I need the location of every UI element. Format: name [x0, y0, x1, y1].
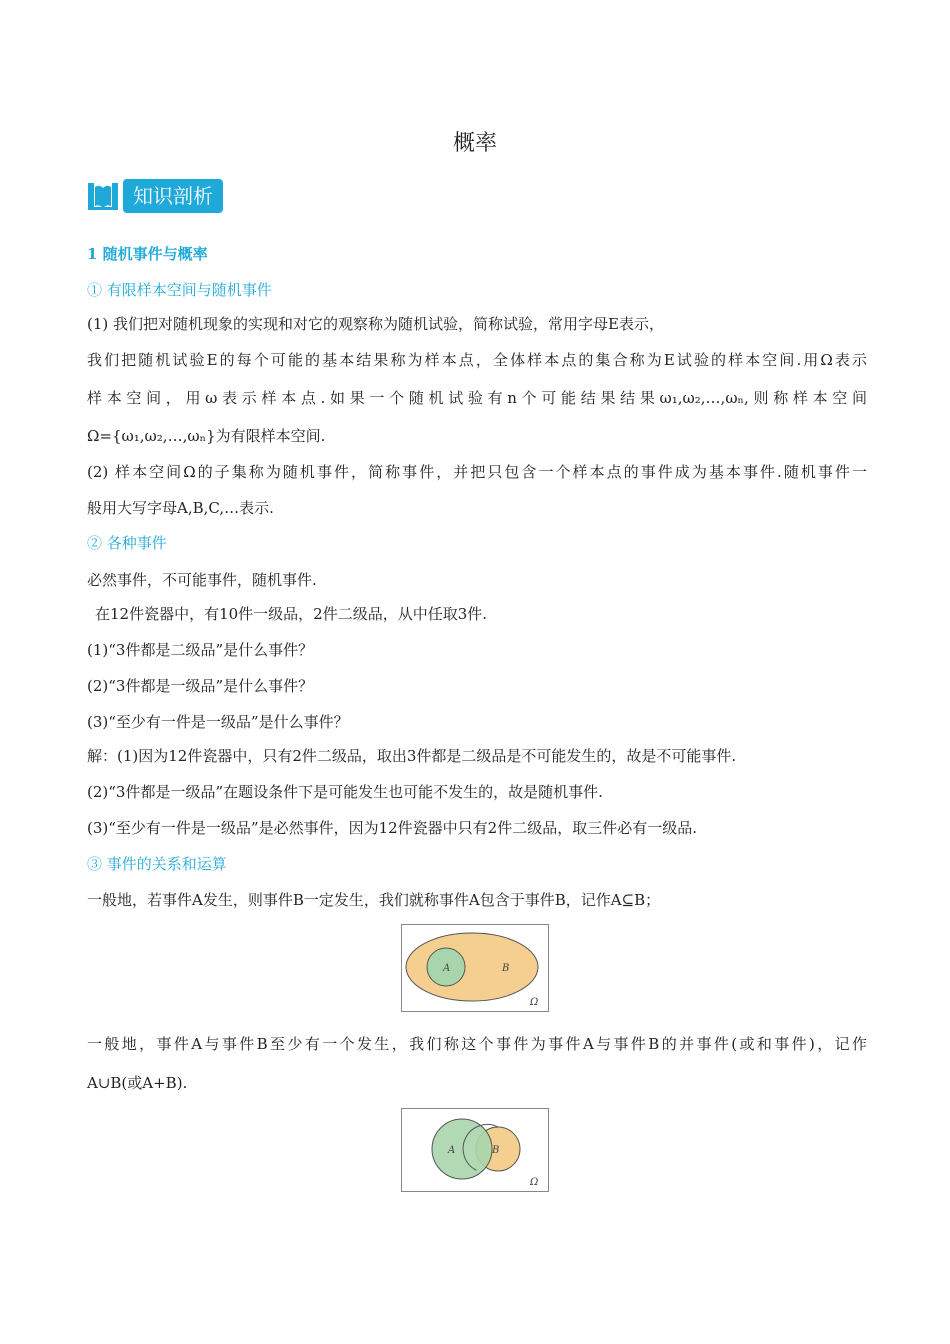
- paragraph-line: (3)“至少有一件是一级品”是什么事件？: [87, 713, 349, 731]
- venn-label-b: B: [492, 1145, 500, 1156]
- paragraph-line: 一般地，事件A与事件B至少有一个发生，我们称这个事件为事件A与事件B的并事件(或和事件)，记作: [87, 1035, 867, 1053]
- venn-label-a: A: [448, 1145, 456, 1156]
- venn-label-b: B: [502, 963, 510, 974]
- paragraph-line: (1)“3件都是二级品”是什么事件？: [87, 641, 314, 659]
- sub-heading-2: ② 各种事件: [87, 534, 167, 552]
- paragraph-line: (1) 我们把对随机现象的实现和对它的观察称为随机试验，简称试验，常用字母E表示，: [87, 315, 664, 333]
- section-banner: [87, 178, 223, 214]
- venn-label-omega: Ω: [530, 997, 539, 1008]
- paragraph-line: (2)“3件都是一级品”在题设条件下是可能发生也可能不发生的，故是随机事件.: [87, 783, 603, 801]
- venn-label-a: A: [443, 963, 451, 974]
- sub-heading-1: ① 有限样本空间与随机事件: [87, 281, 272, 299]
- paragraph-line: (3)“至少有一件是一级品”是必然事件，因为12件瓷器中只有2件二级品，取三件必有一级品.: [87, 819, 697, 837]
- venn-diagram-union: [401, 1108, 549, 1192]
- paragraph-line: Ω={ω₁,ω₂,…,ωₙ}为有限样本空间.: [87, 427, 326, 445]
- venn-label-omega: Ω: [530, 1177, 539, 1188]
- paragraph-line: 在12件瓷器中，有10件一级品，2件二级品，从中任取3件.: [95, 605, 488, 623]
- paragraph-line: 必然事件，不可能事件，随机事件.: [87, 571, 317, 589]
- sub-heading-3: ③ 事件的关系和运算: [87, 855, 227, 873]
- paragraph-line: 般用大写字母A,B,C,…表示.: [87, 499, 274, 517]
- venn-diagram-subset: [401, 924, 549, 1012]
- paragraph-line: 一般地，若事件A发生，则事件B一定发生，我们就称事件A包含于事件B，记作A⊆B；: [87, 891, 661, 909]
- paragraph-line: (2)“3件都是一级品”是什么事件？: [87, 677, 314, 695]
- section-heading: 1 随机事件与概率: [87, 245, 208, 263]
- paragraph-line: (2) 样本空间Ω的子集称为随机事件，简称事件，并把只包含一个样本点的事件成为基本事件.随机事件一: [87, 463, 867, 481]
- paragraph-line: 解：(1)因为12件瓷器中，只有2件二级品，取出3件都是二级品是不可能发生的，故是不可能事件.: [87, 747, 737, 765]
- page-title: 概率: [452, 131, 497, 156]
- open-book-icon: [87, 181, 119, 211]
- paragraph-line: 样本空间，用ω表示样本点.如果一个随机试验有n个可能结果结果ω₁,ω₂,…,ωₙ,则称样本空间: [87, 389, 867, 407]
- banner-label: 知识剖析: [123, 179, 223, 213]
- paragraph-line: 我们把随机试验E的每个可能的基本结果称为样本点，全体样本点的集合称为E试验的样本空间.用Ω表示: [87, 351, 867, 369]
- paragraph-line: A∪B(或A+B).: [87, 1074, 188, 1092]
